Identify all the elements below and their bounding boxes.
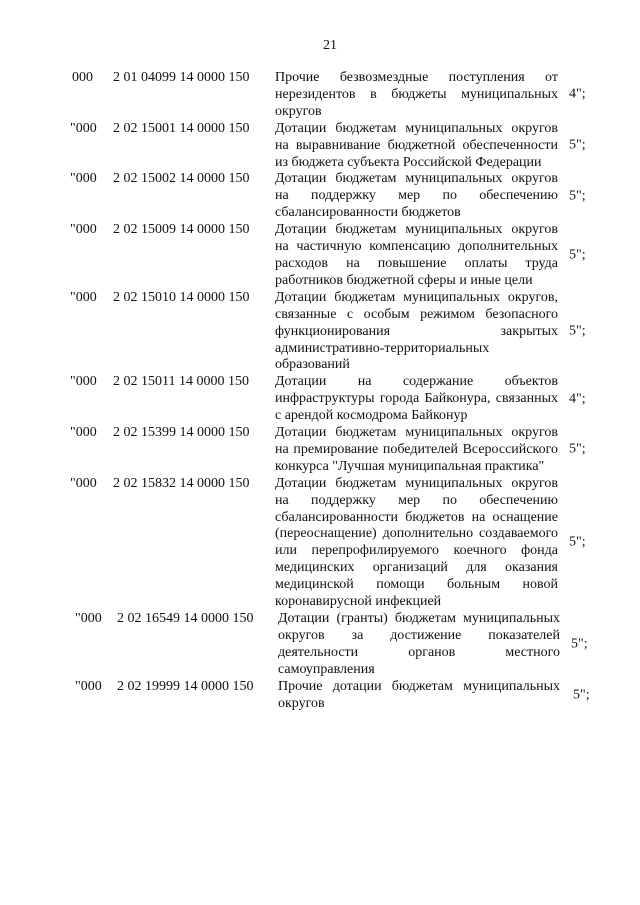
admin-code: "000 bbox=[70, 289, 97, 305]
revenue-description: Дотации бюджетам муниципальных округов на поддержку мер по обеспечению сбалансированности бюджетов на оснащение (переоснащение) дополнительно создаваемого или перепрофилируемого коечного фонда медицинских организаций для оказания медицинской помощи больным новой коронавирусной инфекцией bbox=[275, 475, 558, 610]
table-row bbox=[0, 121, 640, 172]
table-row bbox=[0, 679, 640, 713]
admin-code: "000 bbox=[75, 611, 102, 626]
admin-code: 000 bbox=[72, 70, 93, 85]
row-amount: 5"; bbox=[569, 137, 586, 153]
admin-code: "000 bbox=[70, 171, 97, 187]
row-amount: 4"; bbox=[569, 86, 586, 102]
budget-classification-code: 2 02 15009 14 0000 150 bbox=[113, 222, 250, 238]
admin-code: "000 bbox=[70, 120, 97, 136]
table-row bbox=[0, 70, 640, 121]
row-amount: 5"; bbox=[569, 534, 586, 550]
budget-classification-code: 2 02 15002 14 0000 150 bbox=[113, 171, 250, 187]
admin-code: "000 bbox=[70, 475, 97, 491]
budget-classification-code: 2 02 15011 14 0000 150 bbox=[113, 374, 249, 390]
row-amount: 5"; bbox=[569, 441, 586, 457]
table-row bbox=[0, 374, 640, 425]
table-row bbox=[0, 476, 640, 611]
row-amount: 5"; bbox=[569, 188, 586, 204]
budget-classification-code: 2 02 16549 14 0000 150 bbox=[117, 611, 254, 626]
page-number: 21 bbox=[323, 38, 337, 53]
row-amount: 4"; bbox=[569, 391, 586, 407]
budget-classification-code: 2 01 04099 14 0000 150 bbox=[113, 70, 250, 85]
budget-classification-code: 2 02 15001 14 0000 150 bbox=[113, 120, 250, 136]
budget-classification-code: 2 02 15010 14 0000 150 bbox=[113, 289, 250, 305]
admin-code: "000 bbox=[70, 222, 97, 238]
revenue-description: Дотации бюджетам муниципальных округов на поддержку мер по обеспечению сбалансированности бюджетов bbox=[275, 171, 558, 221]
revenue-description: Прочие дотации бюджетам муниципальных округов bbox=[278, 678, 560, 711]
row-amount: 5"; bbox=[569, 247, 586, 263]
revenue-description: Дотации бюджетам муниципальных округов, связанные с особым режимом безопасного функционирования закрытых административно-территориальных образований bbox=[275, 289, 558, 373]
row-amount: 5"; bbox=[571, 636, 588, 652]
admin-code: "000 bbox=[70, 425, 97, 441]
table-row bbox=[0, 171, 640, 222]
table-row bbox=[0, 425, 640, 476]
admin-code: "000 bbox=[75, 678, 102, 694]
revenue-description: Дотации (гранты) бюджетам муниципальных округов за достижение показателей деятельности органов местного самоуправления bbox=[278, 611, 560, 677]
budget-classification-code: 2 02 19999 14 0000 150 bbox=[117, 678, 254, 694]
budget-classification-code: 2 02 15832 14 0000 150 bbox=[113, 475, 250, 491]
revenue-description: Дотации на содержание объектов инфраструктуры города Байконура, связанных с арендой космодрома Байконур bbox=[275, 374, 558, 424]
revenue-description: Дотации бюджетам муниципальных округов на выравнивание бюджетной обеспеченности из бюджета субъекта Российской Федерации bbox=[275, 120, 558, 170]
admin-code: "000 bbox=[70, 374, 97, 390]
table-row bbox=[0, 611, 640, 679]
row-amount: 5"; bbox=[569, 323, 586, 339]
table-row bbox=[0, 222, 640, 290]
revenue-description: Дотации бюджетам муниципальных округов на частичную компенсацию дополнительных расходов на повышение оплаты труда работников бюджетной сферы и иные цели bbox=[275, 222, 558, 288]
table-row bbox=[0, 290, 640, 375]
row-amount: 5"; bbox=[573, 687, 590, 703]
revenue-description: Дотации бюджетам муниципальных округов на премирование победителей Всероссийского конкурса "Лучшая муниципальная практика" bbox=[275, 425, 558, 474]
budget-classification-code: 2 02 15399 14 0000 150 bbox=[113, 425, 250, 441]
revenue-description: Прочие безвозмездные поступления от нерезидентов в бюджеты муниципальных округов bbox=[275, 70, 558, 119]
budget-code-table bbox=[0, 70, 640, 712]
